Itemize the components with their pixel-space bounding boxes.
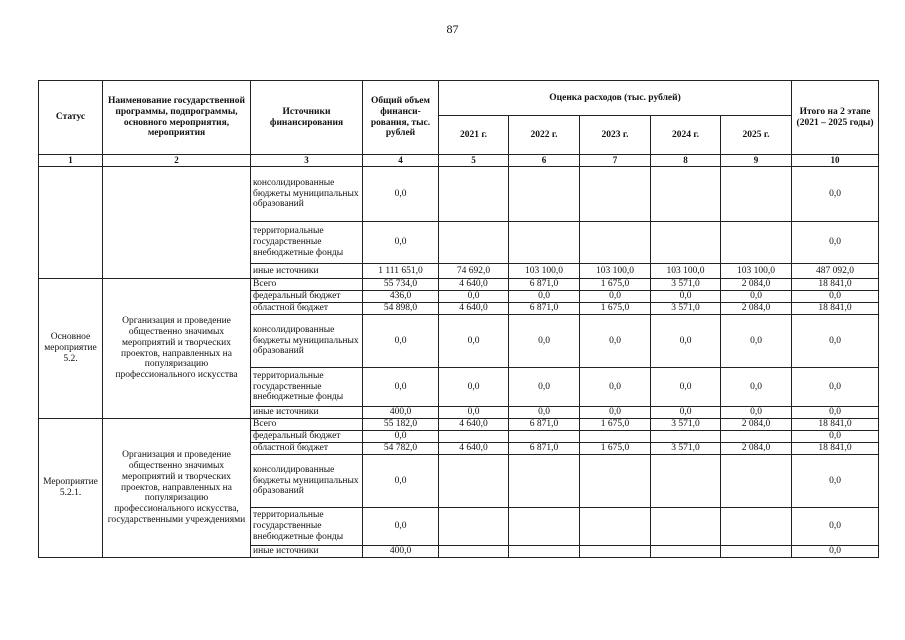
- year-cell: 4 640,0: [439, 279, 509, 291]
- source-cell: иные источники: [251, 546, 363, 558]
- year-cell: [721, 546, 792, 558]
- header-year: 2025 г.: [721, 116, 792, 155]
- year-cell: 4 640,0: [439, 419, 509, 431]
- source-cell: федеральный бюджет: [251, 291, 363, 303]
- year-cell: 6 871,0: [509, 419, 580, 431]
- column-number: 10: [792, 155, 879, 167]
- year-cell: 0,0: [651, 291, 721, 303]
- column-number: 4: [363, 155, 439, 167]
- header-estimate: Оценка расходов (тыс. рублей): [439, 81, 792, 116]
- stage-total-cell: 18 841,0: [792, 419, 879, 431]
- source-cell: областной бюджет: [251, 443, 363, 455]
- year-cell: 3 571,0: [651, 303, 721, 315]
- year-cell: 0,0: [721, 315, 792, 368]
- year-cell: 103 100,0: [721, 264, 792, 279]
- year-cell: [509, 546, 580, 558]
- name-cell: [103, 167, 251, 279]
- total-cell: 0,0: [363, 508, 439, 546]
- header-year: 2023 г.: [580, 116, 651, 155]
- year-cell: [580, 455, 651, 508]
- budget-table: [38, 80, 879, 558]
- year-cell: 1 675,0: [580, 303, 651, 315]
- column-number: 6: [509, 155, 580, 167]
- stage-total-cell: 18 841,0: [792, 279, 879, 291]
- source-cell: областной бюджет: [251, 303, 363, 315]
- column-number: 9: [721, 155, 792, 167]
- status-cell: Основное мероприятие 5.2.: [39, 279, 103, 419]
- status-cell: Мероприятие 5.2.1.: [39, 419, 103, 558]
- table-row: [39, 167, 879, 222]
- source-cell: иные источники: [251, 407, 363, 419]
- total-cell: 0,0: [363, 222, 439, 264]
- header-name: Наименование государственной программы, подпрограммы, основного мероприятия, мероприятия: [103, 81, 251, 155]
- header-total: Общий объем финанси-рования, тыс. рублей: [363, 81, 439, 155]
- page-number: 87: [446, 22, 459, 36]
- name-cell: Организация и проведение общественно значимых мероприятий и творческих проектов, направленных на популяризацию профессионального искусства: [103, 279, 251, 419]
- year-cell: 2 084,0: [721, 443, 792, 455]
- source-cell: иные источники: [251, 264, 363, 279]
- stage-total-cell: 0,0: [792, 291, 879, 303]
- header-sources: Источники финансирования: [251, 81, 363, 155]
- year-cell: [439, 222, 509, 264]
- year-cell: [651, 222, 721, 264]
- header-year: 2021 г.: [439, 116, 509, 155]
- year-cell: 103 100,0: [509, 264, 580, 279]
- year-cell: 6 871,0: [509, 303, 580, 315]
- year-cell: [651, 167, 721, 222]
- year-cell: 3 571,0: [651, 443, 721, 455]
- year-cell: [651, 508, 721, 546]
- column-number: 5: [439, 155, 509, 167]
- source-cell: территориальные государственные внебюджетные фонды: [251, 222, 363, 264]
- source-cell: Всего: [251, 419, 363, 431]
- year-cell: 0,0: [580, 315, 651, 368]
- year-cell: [721, 455, 792, 508]
- source-cell: территориальные государственные внебюджетные фонды: [251, 508, 363, 546]
- total-cell: 400,0: [363, 546, 439, 558]
- stage-total-cell: 0,0: [792, 222, 879, 264]
- year-cell: 2 084,0: [721, 279, 792, 291]
- column-number: 1: [39, 155, 103, 167]
- year-cell: 0,0: [439, 407, 509, 419]
- column-number: 8: [651, 155, 721, 167]
- stage-total-cell: 0,0: [792, 368, 879, 407]
- total-cell: 55 182,0: [363, 419, 439, 431]
- total-cell: 0,0: [363, 167, 439, 222]
- stage-total-cell: 18 841,0: [792, 443, 879, 455]
- year-cell: 0,0: [580, 291, 651, 303]
- year-cell: 4 640,0: [439, 303, 509, 315]
- header-year: 2022 г.: [509, 116, 580, 155]
- stage-total-cell: 0,0: [792, 431, 879, 443]
- total-cell: 0,0: [363, 368, 439, 407]
- year-cell: [651, 431, 721, 443]
- stage-total-cell: 0,0: [792, 546, 879, 558]
- source-cell: консолидированные бюджеты муниципальных образований: [251, 315, 363, 368]
- year-cell: [509, 431, 580, 443]
- source-cell: консолидированные бюджеты муниципальных образований: [251, 167, 363, 222]
- column-number: 2: [103, 155, 251, 167]
- total-cell: 55 734,0: [363, 279, 439, 291]
- year-cell: 74 692,0: [439, 264, 509, 279]
- year-cell: [721, 222, 792, 264]
- year-cell: [509, 455, 580, 508]
- header-status: Статус: [39, 81, 103, 155]
- year-cell: [580, 431, 651, 443]
- year-cell: 103 100,0: [651, 264, 721, 279]
- year-cell: [509, 222, 580, 264]
- stage-total-cell: 0,0: [792, 508, 879, 546]
- year-cell: [439, 508, 509, 546]
- year-cell: [439, 546, 509, 558]
- total-cell: 400,0: [363, 407, 439, 419]
- year-cell: 3 571,0: [651, 419, 721, 431]
- stage-total-cell: 0,0: [792, 455, 879, 508]
- stage-total-cell: 0,0: [792, 315, 879, 368]
- column-number: 3: [251, 155, 363, 167]
- year-cell: 0,0: [721, 368, 792, 407]
- year-cell: 3 571,0: [651, 279, 721, 291]
- stage-total-cell: 487 092,0: [792, 264, 879, 279]
- total-cell: 0,0: [363, 431, 439, 443]
- year-cell: 2 084,0: [721, 419, 792, 431]
- source-cell: федеральный бюджет: [251, 431, 363, 443]
- table-row: [39, 419, 879, 431]
- table-row: [39, 279, 879, 291]
- year-cell: [721, 431, 792, 443]
- source-cell: консолидированные бюджеты муниципальных образований: [251, 455, 363, 508]
- year-cell: [439, 455, 509, 508]
- source-cell: территориальные государственные внебюджетные фонды: [251, 368, 363, 407]
- year-cell: [580, 167, 651, 222]
- year-cell: [439, 167, 509, 222]
- year-cell: [721, 167, 792, 222]
- year-cell: 1 675,0: [580, 443, 651, 455]
- stage-total-cell: 0,0: [792, 167, 879, 222]
- year-cell: 6 871,0: [509, 443, 580, 455]
- year-cell: 1 675,0: [580, 419, 651, 431]
- year-cell: 0,0: [509, 407, 580, 419]
- name-cell: Организация и проведение общественно значимых мероприятий и творческих проектов, направленных на популяризацию профессионального искусства, государственными учреждениями: [103, 419, 251, 558]
- total-cell: 54 782,0: [363, 443, 439, 455]
- year-cell: 0,0: [509, 291, 580, 303]
- year-cell: [509, 508, 580, 546]
- year-cell: 103 100,0: [580, 264, 651, 279]
- year-cell: [580, 508, 651, 546]
- source-cell: Всего: [251, 279, 363, 291]
- year-cell: 0,0: [509, 368, 580, 407]
- total-cell: 1 111 651,0: [363, 264, 439, 279]
- status-cell: [39, 167, 103, 279]
- header-stage-total: Итого на 2 этапе (2021 – 2025 годы): [792, 81, 879, 155]
- year-cell: 0,0: [721, 407, 792, 419]
- year-cell: [651, 546, 721, 558]
- year-cell: 0,0: [651, 407, 721, 419]
- year-cell: [651, 455, 721, 508]
- year-cell: [439, 431, 509, 443]
- year-cell: 0,0: [580, 368, 651, 407]
- total-cell: 436,0: [363, 291, 439, 303]
- year-cell: 4 640,0: [439, 443, 509, 455]
- year-cell: 0,0: [439, 315, 509, 368]
- header-year: 2024 г.: [651, 116, 721, 155]
- total-cell: 54 898,0: [363, 303, 439, 315]
- year-cell: 0,0: [509, 315, 580, 368]
- year-cell: 0,0: [651, 315, 721, 368]
- year-cell: 0,0: [651, 368, 721, 407]
- year-cell: 0,0: [439, 368, 509, 407]
- year-cell: 6 871,0: [509, 279, 580, 291]
- year-cell: 1 675,0: [580, 279, 651, 291]
- stage-total-cell: 0,0: [792, 407, 879, 419]
- stage-total-cell: 18 841,0: [792, 303, 879, 315]
- year-cell: [509, 167, 580, 222]
- total-cell: 0,0: [363, 315, 439, 368]
- year-cell: 0,0: [721, 291, 792, 303]
- year-cell: 2 084,0: [721, 303, 792, 315]
- year-cell: [580, 222, 651, 264]
- column-number: 7: [580, 155, 651, 167]
- year-cell: [721, 508, 792, 546]
- year-cell: [580, 546, 651, 558]
- year-cell: 0,0: [580, 407, 651, 419]
- year-cell: 0,0: [439, 291, 509, 303]
- total-cell: 0,0: [363, 455, 439, 508]
